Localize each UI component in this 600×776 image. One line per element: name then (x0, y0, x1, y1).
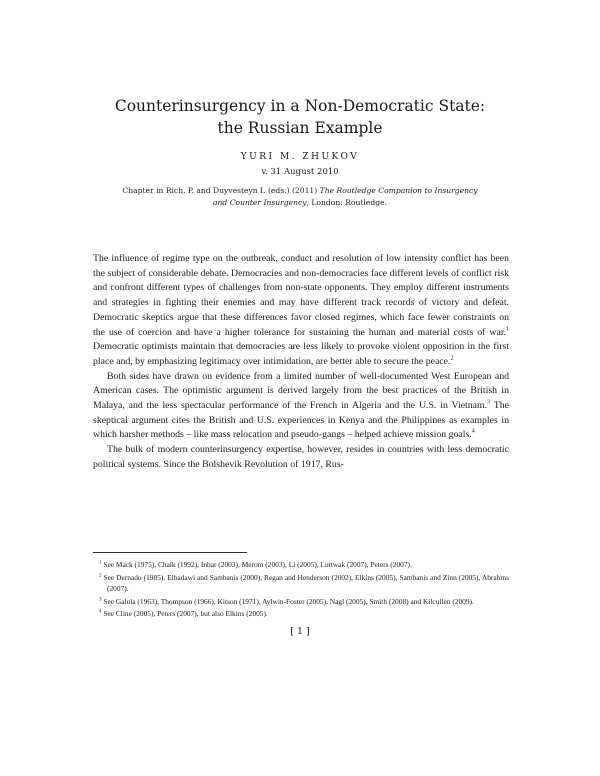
chapter-book-title: The Routledge Companion to Insurgency and Counter Insurgency (213, 186, 478, 207)
paper-title (60, 95, 540, 139)
author-name: YURI M. ZHUKOV (240, 152, 360, 162)
footnote-ref-1[interactable]: 1 (506, 326, 509, 333)
footnote-ref-2[interactable]: 2 (450, 355, 454, 362)
footnote-3 (93, 596, 509, 608)
footnote-1 (93, 559, 509, 571)
footnote-text: See Galula (1963), Thompson (1966), Kitson (1971), Aylwin-Foster (2005), Nagl (2005), Smith (2008) and Kilcullen (2009). (103, 596, 474, 606)
footnote-number: 2 (99, 573, 102, 579)
footnote-2 (93, 572, 509, 595)
footnote-number: 4 (99, 609, 102, 615)
paragraph-2 (93, 370, 509, 444)
paragraph-3: The bulk of modern counterinsurgency expertise, however, resides in countries with less democratic political systems. Since the Bolshevik Revolution of 1917, Rus- (93, 444, 509, 470)
footnote-ref-4[interactable]: 4 (471, 429, 475, 436)
paragraph-2-part-a: Both sides have drawn on evidence from a limited number of well-documented West European and American cases. The optimistic argument is derived largely from the best practices of the British in Malaya, and the less spectacular performance of the French in Algeria and the U.S. in Vietnam. (93, 370, 509, 412)
footnote-text: See Dernado (1985), Elbadawi and Sambanis (2000), Regan and Henderson (2002), Elkins (2005), Sambanis and Zinn (2005), Abrahms (2007). (103, 572, 509, 593)
paragraph-1 (93, 252, 509, 370)
page-number: [ 1 ] (290, 626, 310, 637)
version-date: v. 31 August 2010 (261, 167, 339, 177)
title-line-2: the Russian Example (217, 119, 383, 137)
footnotes (93, 559, 509, 621)
footnote-number: 3 (99, 597, 102, 603)
footnote-text: See Cline (2005), Peters (2007), but also Elkins (2005). (103, 609, 268, 618)
body-text (93, 252, 509, 473)
footnote-ref-3[interactable]: 3 (487, 399, 491, 406)
footnote-number: 1 (99, 560, 102, 566)
chapter-suffix: , London: Routledge. (306, 198, 387, 207)
paragraph-1-part-a: The influence of regime type on the outbreak, conduct and resolution of low intensity conflict has been the subject of considerable debate. Democracies and non-democracies face different levels of conflict risk and confront different types of challenges from non-state opponents. They employ different instruments and strategies in fighting their enemies and may have different track records of victory and defeat. Democratic skeptics argue that these differences favor closed regimes, which face fewer constraints on the use of coercion and have a higher tolerance for sustaining the human and material costs of war. (93, 253, 509, 338)
chapter-citation (118, 185, 482, 209)
title-line-1: Counterinsurgency in a Non-Democratic State: (114, 97, 486, 115)
paragraph-1-part-b: Democratic optimists maintain that democracies are less likely to provoke violent opposition in the first place and, by emphasizing legitimacy over intimidation, are better able to secure the peace. (93, 341, 509, 367)
footnote-text: See Mack (1975), Chalk (1992), Inbar (2003), Merom (2003), Li (2005), Luttwak (2007), Peters (2007). (103, 560, 412, 569)
paragraph-2-part-b: The skeptical argument cites the British and U.S. experiences in Kenya and the Philippines as examples in which harsher methods – like mass relocation and pseudo-gangs – helped achieve mission goals. (93, 400, 509, 441)
chapter-prefix: Chapter in Rich, P. and Duyvesteyn I. (eds.) (2011) (122, 186, 318, 195)
footnote-4 (93, 608, 509, 620)
footnote-divider (93, 552, 247, 553)
